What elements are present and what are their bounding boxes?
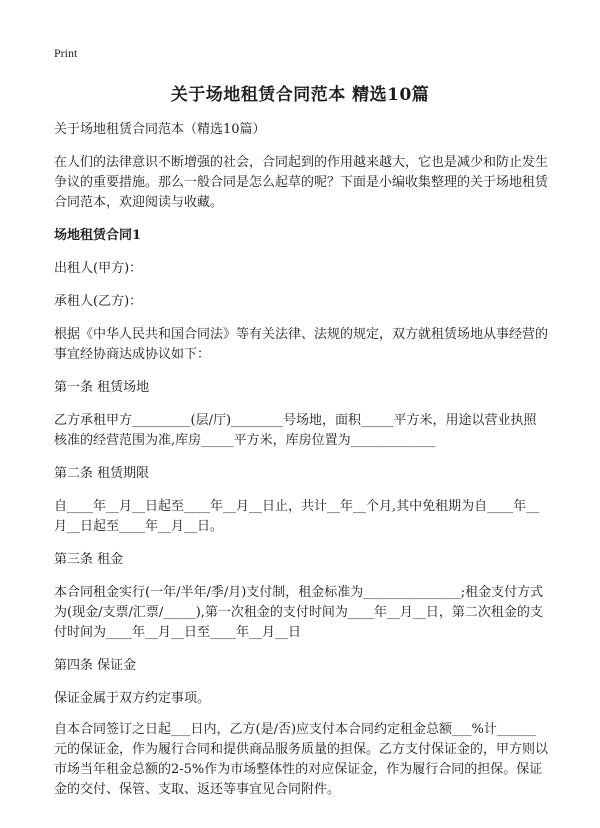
document-body bbox=[54, 120, 548, 813]
article-1-title: 第一条 租赁场地 bbox=[54, 380, 150, 395]
article-2-title: 第二条 租赁期限 bbox=[54, 466, 150, 481]
document-subtitle: 关于场地租赁合同范本（精选10篇） bbox=[54, 122, 266, 137]
article-4-body: 自本合同签订之日起___日内，乙方(是/否)应支付本合同约定租金总额___%计______元的保证金，作为履行合同和提供商品服务质量的担保。乙方支付保证金的，甲方则以市场当年租金总额的2-5%作为市场整体性的对应保证金，作为履行合同的担保。保证金的交付、保管、支取、返还等事宜见合同附件。 bbox=[54, 722, 549, 797]
article-2-body: 自____年__月__日起至____年__月__日止，共计__年__个月,其中免租期为自____年__月__日起至____年__月__日。 bbox=[54, 499, 540, 534]
article-1-body: 乙方承租甲方_________(层/厅)________号场地，面积_____平方米，用途以营业执照核准的经营范围为准,库房_____平方米，库房位置为_____________ bbox=[54, 413, 537, 448]
preamble-paragraph: 根据《中华人民共和国合同法》等有关法律、法规的规定，双方就租赁场地从事经营的事宜经协商达成协议如下： bbox=[54, 327, 549, 362]
article-4-line: 保证金属于双方约定事项。 bbox=[54, 691, 211, 706]
intro-paragraph: 在人们的法律意识不断增强的社会，合同起到的作用越来越大，它也是减少和防止发生争议的重要措施。那么一般合同是怎么起草的呢？下面是小编收集整理的关于场地租赁合同范本，欢迎阅读与收藏。 bbox=[54, 155, 549, 210]
article-4-title: 第四条 保证金 bbox=[54, 658, 137, 673]
print-link[interactable]: Print bbox=[54, 46, 78, 60]
contract-heading: 场地租赁合同1 bbox=[54, 228, 142, 243]
lessee-line: 承租人(乙方)： bbox=[54, 294, 143, 309]
article-3-title: 第三条 租金 bbox=[54, 552, 124, 567]
article-3-body: 本合同租金实行(一年/半年/季/月)支付制，租金标准为_______________;租金支付方式为(现金/支票/汇票/_____),第一次租金的支付时间为____年__月__日，第二次租金的支付时间为____年__月__日至____年__月__日 bbox=[54, 585, 544, 640]
lessor-line: 出租人(甲方)： bbox=[54, 261, 143, 276]
page-title: 关于场地租赁合同范本 精选10篇 bbox=[170, 85, 430, 105]
